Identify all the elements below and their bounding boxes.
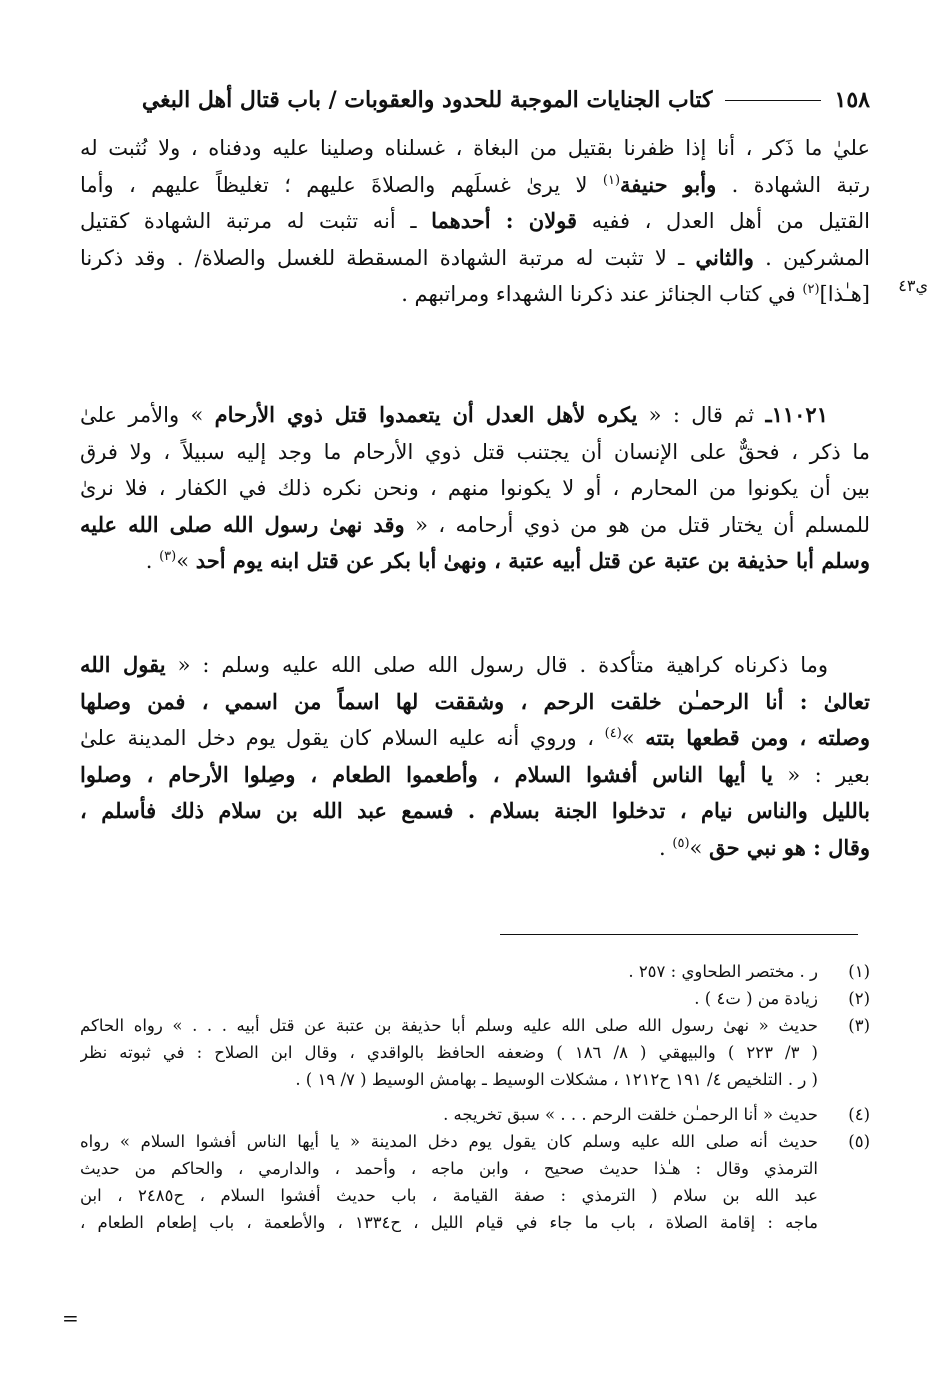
paragraph-2 (80, 397, 870, 580)
header-dash (725, 100, 821, 101)
text-line: وقال : هو نبي حق »$^{(٥)}$ . (659, 834, 870, 860)
footnote-line: الترمذي وقال : هـٰذا حديث صحيح ، وابن ماجه ، وأحمد ، والدارمي ، والحاكم من حديث (80, 1159, 818, 1178)
continuation-mark: = (62, 1306, 79, 1330)
footnote (80, 958, 870, 985)
bold-quote: وقد نهىٰ رسول الله صلى الله عليه (80, 511, 405, 537)
footnote-gap (80, 1093, 870, 1101)
text-line: المشركين . والثاني ـ لا تثبت له مرتبة الشهادة المسقطة للغسل والصلاة/ . وقد ذكرنا (80, 244, 870, 270)
bold-quote: يقول الله (80, 652, 166, 677)
bold-quote: يكره لأهل العدل أن يتعمدوا قتل ذوي الأرحام (214, 402, 638, 427)
text-line: ما ذكر ، فحقٌّ على الإنسان أن يجتنب قتل ذوي الأرحام ما وجد إليه سبيلاً ، ولا فرق (80, 439, 870, 464)
text-line: بين أن يكونوا من المحارم ، أو لا يكونوا منهم ، ونحن نكره ذلك في الكفار ، فلا نرىٰ (80, 476, 870, 500)
footnote-line: عبد الله بن سلام ( الترمذي : صفة القيامة ، باب حديث أفشوا السلام ، ح٢٤٨٥ ، ابن (80, 1186, 818, 1205)
paragraph-1 (80, 130, 870, 313)
footnote-line: ماجه : إقامة الصلاة ، باب ما جاء في قيام الليل ، ح١٣٣٤ ، والأطعمة ، باب إطعام الطعام ، (80, 1213, 818, 1232)
running-header (80, 82, 870, 118)
bold-quote: يا أيها الناس أفشوا السلام ، وأطعموا الطعام ، وصِلوا الأرحام ، وصلوا (80, 761, 774, 787)
bold-term: وأبو حنيفة (620, 171, 717, 197)
footnote-number: (٣) (848, 1016, 870, 1035)
footnote-number: (١) (848, 962, 870, 981)
footnote-line: حديث « أنا الرحمـٰن خلقت الرحم . . . » سبق تخريجه . (443, 1105, 818, 1124)
text-line: القتيل من أهل العدل ، ففيه قولان : أحدهما ـ أنه تثبت له مرتبة الشهادة كقتيل (80, 208, 870, 233)
bold-term: قولان : أحدهما (431, 208, 578, 233)
footnote-number: (٤) (848, 1105, 870, 1124)
text-line: بالليل والناس نيام ، تدخلوا الجنة بسلام . فسمع عبد الله بن سلام ذلك فأسلم ، (80, 798, 870, 823)
page-number: ١٥٨ (834, 87, 870, 113)
text-line: عليٰ ما ذَكر ، أنا إذا ظفرنا بقتيل من البغاة ، غسلناه وصلينا عليه ودفناه ، ولا نُثبت له (80, 136, 870, 160)
bold-quote: وصلته ، ومن قطعها بتته (645, 725, 870, 750)
text-line: بعير : « يا أيها الناس أفشوا السلام ، وأطعموا الطعام ، وصِلوا الأرحام ، وصلوا (80, 761, 870, 787)
footnote (80, 985, 870, 1012)
bold-term: والثاني (695, 244, 754, 270)
footnote-line: ( ر . التلخيص ٤/ ١٩١ ح١٢١٢ ، مشكلات الوسيط ـ بهامش الوسيط ( ٧/ ١٩ ) . (295, 1070, 818, 1089)
text-line: للمسلم أن يختار قتل من هو من ذوي أرحامه ، « وقد نهىٰ رسول الله صلى الله عليه (80, 511, 870, 537)
section-number: ١١٠٢١ـ (765, 402, 828, 427)
footnote-line: حديث أنه صلى الله عليه وسلم كان يقول يوم دخل المدينة « يا أيها الناس أفشوا السلام » رواه (80, 1132, 818, 1151)
footnote-line: ( ٣/ ٢٢٣ ) والبيهقي ( ٨/ ١٨٦ ) وضعفه الحافظ بالواقدي ، وقال ابن الصلاح : في ثبوته نظر (80, 1043, 818, 1062)
footnote-ref: (١) (602, 172, 621, 188)
footnote-ref: (٣) (159, 549, 177, 564)
footnote-separator (500, 934, 858, 935)
header-title: كتاب الجنايات الموجبة للحدود والعقوبات / باب قتال أهل البغي (141, 87, 713, 113)
footnote-number: (٢) (848, 989, 870, 1008)
text-line: وما ذكرناه كراهية متأكدة . قال رسول الله صلى الله عليه وسلم : « يقول الله (80, 652, 828, 677)
text-line: تعالىٰ : أنا الرحمـٰن خلقت الرحم ، وشققت لها اسماً من اسمي ، فمن وصلها (80, 688, 870, 714)
footnote (80, 1128, 870, 1236)
text-line: ١١٠٢١ـ ثم قال : « يكره لأهل العدل أن يتعمدوا قتل ذوي الأرحام » والأمر علىٰ (80, 402, 828, 427)
bold-quote: وقال : هو نبي حق (709, 834, 870, 860)
text-line: رتبة الشهادة . وأبو حنيفة$^{(١)}$ لا يرىٰ غسلَهم والصلاةَ عليهم ؛ تغليظاً عليهم ، وأما (80, 171, 870, 197)
margin-note: ي٤٣ (898, 276, 928, 295)
footnote-ref: (٥) (672, 835, 690, 851)
text-line: وسلم أبا حذيفة بن عتبة عن قتل أبيه عتبة ، ونهىٰ أبا بكر عن قتل ابنه يوم أحد »$^{(٣)}$ . (145, 548, 870, 573)
footnote-line: حديث « نهىٰ رسول الله صلى الله عليه وسلم أبا حذيفة بن عتبة عن قتل أبيه . . . » رواه الحاكم (80, 1016, 818, 1035)
paragraph-3 (80, 647, 870, 866)
footnote (80, 1101, 870, 1128)
footnote-line: زيادة من ( ت٤ ) . (694, 989, 818, 1008)
footnote (80, 1012, 870, 1093)
footnote-ref: (٤) (604, 726, 622, 741)
text-line: وصلته ، ومن قطعها بتته »$^{(٤)}$ ، وروي أنه عليه السلام كان يقول يوم دخل المدينة علىٰ (80, 725, 870, 750)
bold-quote: وسلم أبا حذيفة بن عتبة عن قتل أبيه عتبة ، ونهىٰ أبا بكر عن قتل ابنه يوم أحد (195, 548, 870, 573)
footnote-ref: (٢) (802, 282, 820, 297)
footnote-line: ر . مختصر الطحاوي : ٢٥٧ . (628, 962, 818, 981)
footnote-number: (٥) (848, 1132, 870, 1151)
text-line: [هـٰذا]$^{(٢)}$ في كتاب الجنائز عند ذكرنا الشهداء ومراتبهم . (401, 282, 870, 306)
footnotes (80, 958, 870, 1236)
